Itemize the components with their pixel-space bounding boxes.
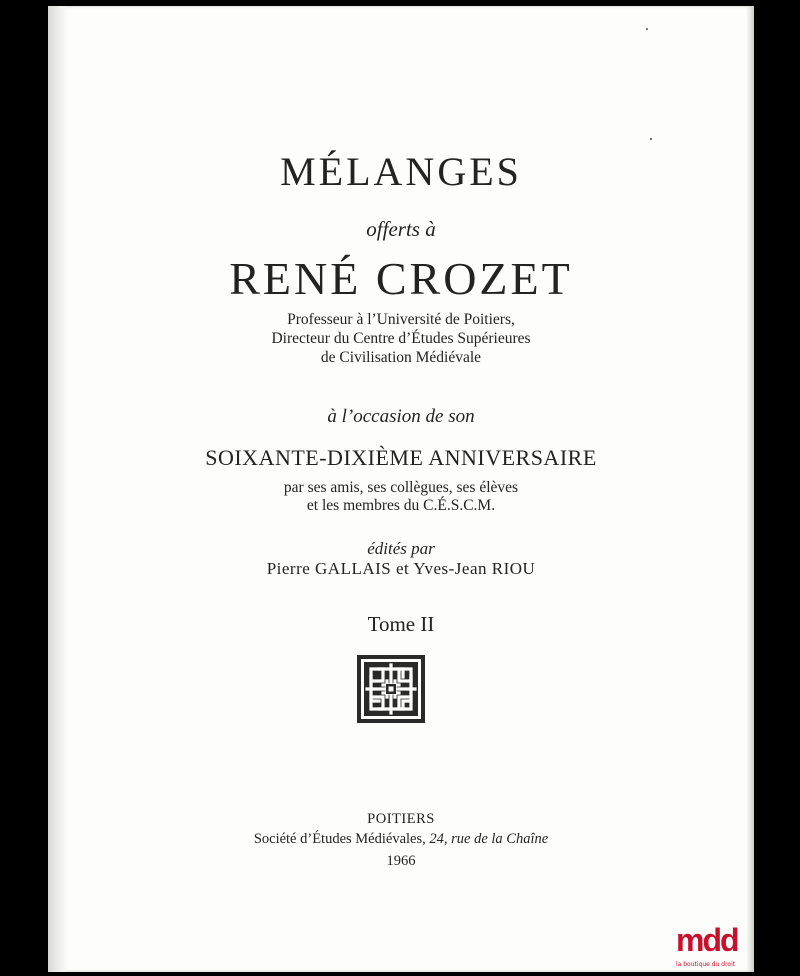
watermark-tagline: la boutique du droit <box>676 961 736 968</box>
edited-by-label: édités par <box>367 539 435 558</box>
publication-year: 1966 <box>386 853 416 869</box>
occasion-line: à l’occasion de son <box>327 406 475 427</box>
publisher-address: 24, rue de la Chaîne <box>429 831 549 847</box>
affiliation-line: Professeur à l’Université de Poitiers, <box>287 311 515 328</box>
book-title: MÉLANGES <box>280 149 522 194</box>
honoree-name: RENÉ CROZET <box>229 253 573 304</box>
publisher-line <box>48 831 754 848</box>
volume-label: Tome II <box>367 612 435 636</box>
title-page <box>48 6 754 972</box>
anniversary-heading: SOIXANTE-DIXIÈME ANNIVERSAIRE <box>205 445 597 470</box>
scan-speck <box>650 138 652 140</box>
knotwork-emblem-icon <box>357 655 425 723</box>
watermark-logo: mdd <box>676 922 738 958</box>
dedication-line: offerts à <box>366 217 436 241</box>
contributors-line: par ses amis, ses collègues, ses élèves <box>283 479 519 496</box>
editors-names: Pierre GALLAIS et Yves-Jean RIOU <box>266 559 536 578</box>
contributors-line: et les membres du C.É.S.C.M. <box>306 497 496 514</box>
scan-speck <box>646 28 648 30</box>
publisher-name: Société d’Études Médiévales, <box>253 831 426 847</box>
publication-city: POITIERS <box>367 811 435 827</box>
affiliation-line: de Civilisation Médiévale <box>320 349 482 366</box>
affiliation-line: Directeur du Centre d’Études Supérieures <box>271 330 531 347</box>
